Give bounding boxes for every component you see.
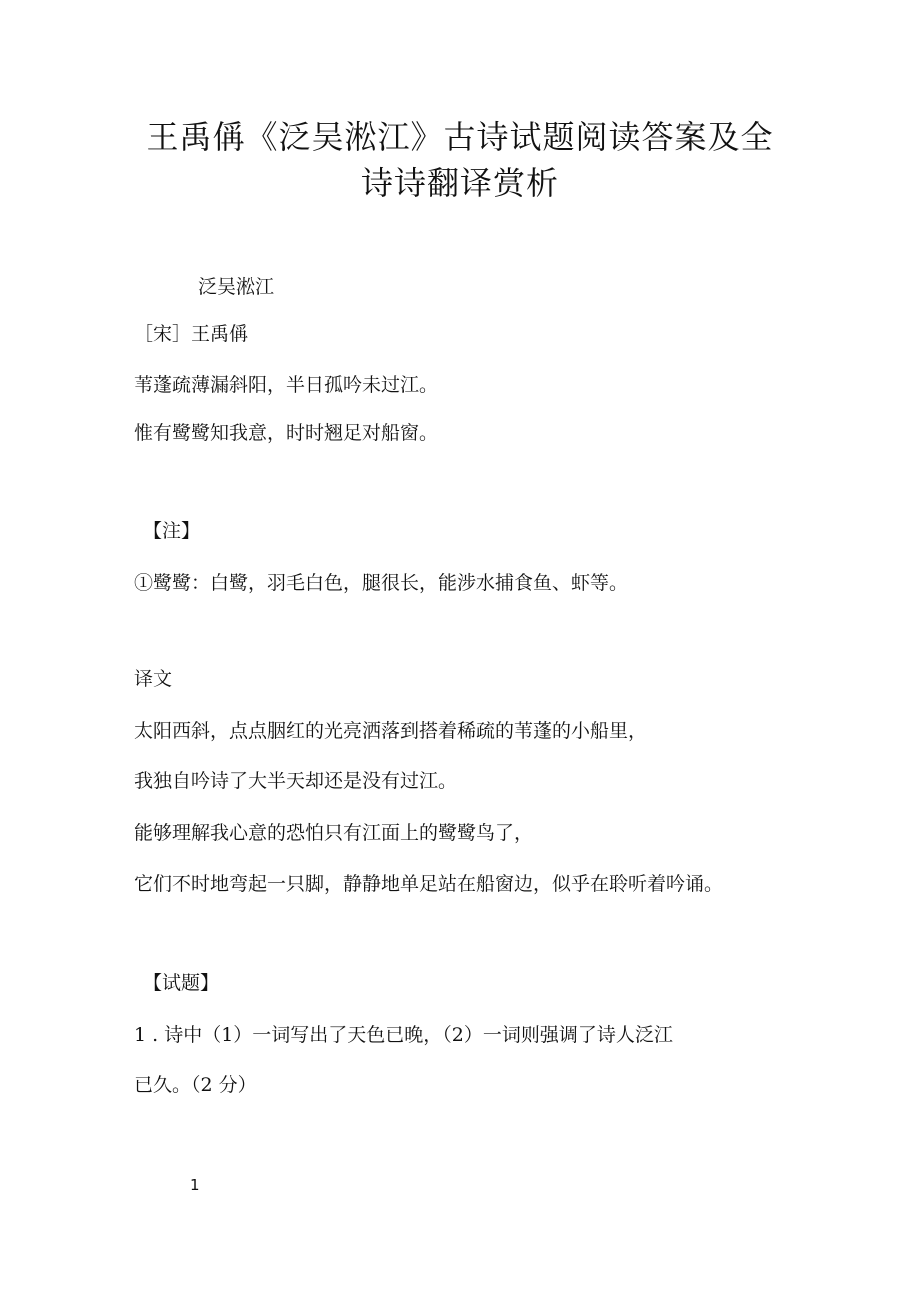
poem-line-2: 惟有鹭鹭知我意，时时翘足对船窗。 bbox=[134, 422, 439, 444]
translation-line-1: 太阳西斜，点点胭红的光亮洒落到搭着稀疏的苇蓬的小船里， bbox=[134, 720, 648, 742]
document-title-line-1: 王禹偁《泛吴淞江》古诗试题阅读答案及全 bbox=[146, 118, 774, 156]
notes-heading: 【注】 bbox=[143, 520, 201, 542]
poem-line-1: 苇蓬疏薄漏斜阳，半日孤吟未过江。 bbox=[134, 374, 439, 396]
document-title-line-2: 诗诗翻译赏析 bbox=[360, 164, 559, 202]
questions-heading: 【试题】 bbox=[143, 972, 220, 994]
translation-line-4: 它们不时地弯起一只脚，静静地单足站在船窗边，似乎在聆听着吟诵。 bbox=[134, 873, 724, 895]
translation-line-2: 我独自吟诗了大半天却还是没有过江。 bbox=[134, 770, 458, 792]
translation-heading: 译文 bbox=[134, 668, 173, 690]
note-item-1: ①鹭鹭：白鹭，羽毛白色，腿很长，能涉水捕食鱼、虾等。 bbox=[134, 572, 629, 594]
poem-author: ［宋］王禹偁 bbox=[134, 323, 249, 345]
question-1-line-1: 1 . 诗中（1）一词写出了天色已晚，（2）一词则强调了诗人泛江 bbox=[134, 1024, 673, 1046]
translation-line-3: 能够理解我心意的恐怕只有江面上的鹭鹭鸟了， bbox=[134, 822, 534, 844]
question-1-line-2: 已久。（2 分） bbox=[134, 1074, 257, 1096]
page-number: 1 bbox=[190, 1176, 200, 1194]
poem-heading: 泛吴淞江 bbox=[198, 276, 275, 298]
